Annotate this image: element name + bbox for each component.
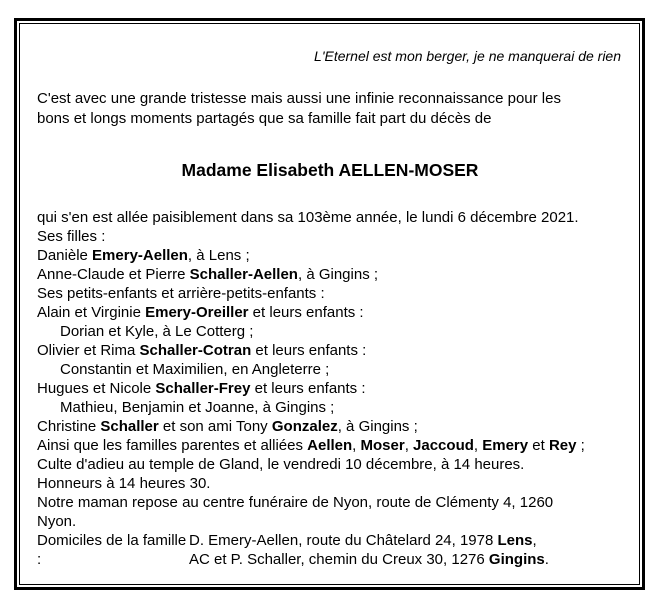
notice-text: , bbox=[473, 437, 483, 454]
notice-text: Notre maman repose au centre funéraire de Nyon, route de Clémenty 4, 1260 bbox=[37, 494, 554, 511]
notice-line bbox=[37, 417, 623, 436]
notice-frame-inner bbox=[19, 23, 640, 585]
family-name-bold: Emery bbox=[482, 437, 529, 454]
notice-text: Olivier et Rima bbox=[37, 342, 140, 359]
domicile-entry bbox=[189, 550, 623, 569]
domiciles-label: Domiciles de la famille : bbox=[37, 532, 187, 568]
notice-line bbox=[37, 322, 623, 341]
family-name-bold: Schaller-Frey bbox=[155, 380, 251, 397]
family-name-bold: Emery-Oreiller bbox=[145, 304, 249, 321]
notice-text: Ses filles : bbox=[37, 228, 106, 245]
family-name-bold: Rey bbox=[548, 437, 577, 454]
notice-text: et son ami Tony bbox=[158, 418, 272, 435]
notice-text: Constantin et Maximilien, en Angleterre ; bbox=[60, 361, 330, 378]
notice-text: Ses petits-enfants et arrière-petits-enfants : bbox=[37, 285, 325, 302]
family-name-bold: Emery-Aellen bbox=[92, 247, 188, 264]
notice-text: Dorian et Kyle, à Le Cotterg ; bbox=[60, 323, 254, 340]
notice-text: , à Gingins ; bbox=[297, 266, 379, 283]
notice-text: Mathieu, Benjamin et Joanne, à Gingins ; bbox=[60, 399, 335, 416]
notice-line bbox=[37, 341, 623, 360]
family-name-bold: Jaccoud bbox=[413, 437, 474, 454]
notice-text: Danièle bbox=[37, 247, 93, 264]
notice-text: et leurs enfants : bbox=[248, 304, 364, 321]
notice-text: bons et longs moments partagés que sa famille fait part du décès de bbox=[37, 110, 492, 127]
notice-text: Alain et Virginie bbox=[37, 304, 146, 321]
notice-text: qui s'en est allée paisiblement dans sa 103ème année, le lundi 6 décembre 2021. bbox=[37, 209, 579, 226]
notice-line bbox=[37, 512, 623, 531]
notice-line bbox=[37, 398, 623, 417]
family-name-bold: Schaller-Aellen bbox=[189, 266, 298, 283]
notice-text: , bbox=[532, 532, 537, 549]
notice-line bbox=[37, 265, 623, 284]
notice-text: ; bbox=[576, 437, 585, 454]
notice-text: Hugues et Nicole bbox=[37, 380, 156, 397]
domiciles-row bbox=[37, 531, 623, 569]
notice-text: et bbox=[528, 437, 549, 454]
notice-line bbox=[37, 455, 623, 474]
domiciles-entries bbox=[189, 531, 623, 569]
notice-line bbox=[37, 303, 623, 322]
notice-text: , à Lens ; bbox=[187, 247, 250, 264]
intro-line bbox=[37, 89, 623, 109]
notice-text: AC et P. Schaller, chemin du Creux 30, 1276 bbox=[189, 551, 489, 568]
domicile-entry bbox=[189, 531, 623, 550]
family-name-bold: Moser bbox=[360, 437, 405, 454]
intro-paragraph bbox=[37, 89, 623, 129]
notice-frame-outer bbox=[14, 18, 645, 590]
notice-line bbox=[37, 227, 623, 246]
notice-line bbox=[37, 360, 623, 379]
notice-line bbox=[37, 493, 623, 512]
family-name-bold: Schaller bbox=[100, 418, 159, 435]
deceased-name-title: Madame Elisabeth AELLEN-MOSER bbox=[181, 160, 479, 180]
notice-text: , bbox=[352, 437, 361, 454]
notice-text: Ainsi que les familles parentes et alliées bbox=[37, 437, 308, 454]
notice-text: et leurs enfants : bbox=[250, 380, 366, 397]
family-name-bold: Aellen bbox=[307, 437, 353, 454]
notice-text: D. Emery-Aellen, route du Châtelard 24, 1978 bbox=[189, 532, 498, 549]
notice-line bbox=[37, 208, 623, 227]
notice-line bbox=[37, 379, 623, 398]
notice-text: , à Gingins ; bbox=[337, 418, 418, 435]
notice-body bbox=[37, 208, 623, 531]
family-name-bold: Gingins bbox=[488, 551, 545, 568]
notice-text: Christine bbox=[37, 418, 101, 435]
notice-line bbox=[37, 474, 623, 493]
notice-text: C'est avec une grande tristesse mais aussi une infinie reconnaissance pour les bbox=[37, 90, 561, 107]
notice-text: Nyon. bbox=[37, 513, 77, 530]
family-name-bold: Schaller-Cotran bbox=[139, 342, 252, 359]
notice-text: Anne-Claude et Pierre bbox=[37, 266, 190, 283]
notice-line bbox=[37, 246, 623, 265]
notice-text: . bbox=[544, 551, 549, 568]
notice-text: Culte d'adieu au temple de Gland, le vendredi 10 décembre, à 14 heures. bbox=[37, 456, 525, 473]
notice-text: Honneurs à 14 heures 30. bbox=[37, 475, 211, 492]
epigraph: L'Eternel est mon berger, je ne manquerai de rien bbox=[314, 48, 621, 64]
notice-line bbox=[37, 284, 623, 303]
notice-line bbox=[37, 436, 623, 455]
notice-text: , bbox=[404, 437, 414, 454]
family-name-bold: Lens bbox=[497, 532, 533, 549]
intro-line bbox=[37, 109, 623, 129]
notice-text: et leurs enfants : bbox=[251, 342, 367, 359]
family-name-bold: Gonzalez bbox=[271, 418, 338, 435]
